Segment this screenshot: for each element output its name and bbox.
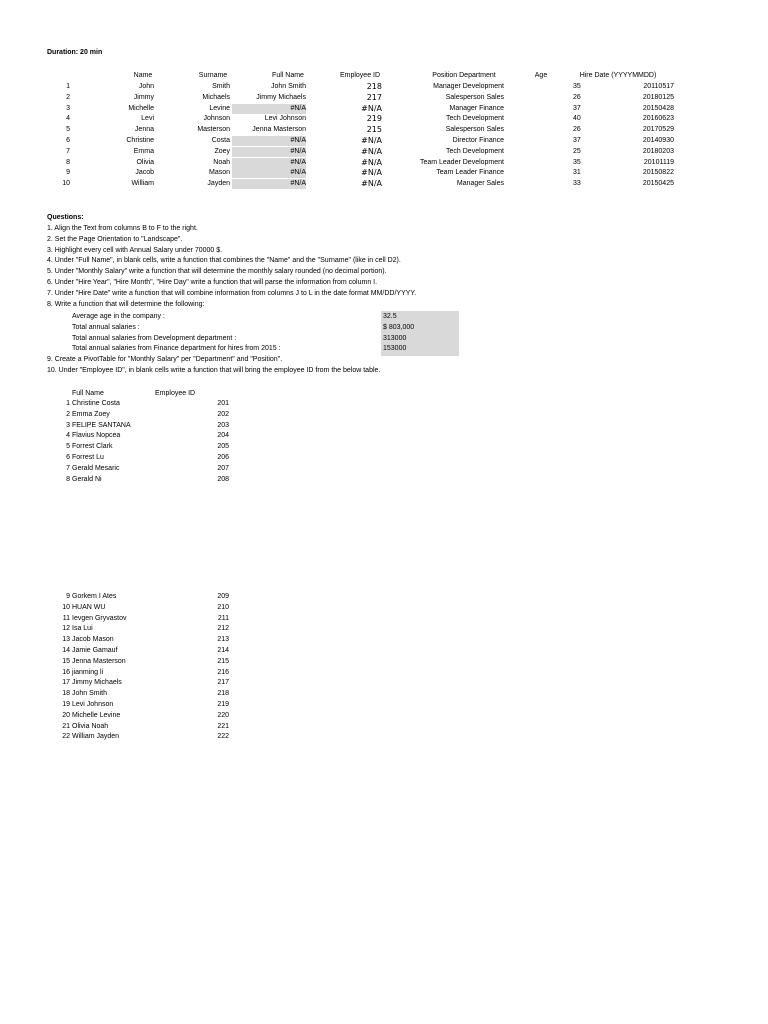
question-item: 5. Under "Monthly Salary" write a function that will determine the monthly salary rounded (no decimal portion). <box>47 268 387 276</box>
summary-label: Average age in the company : <box>72 313 165 320</box>
cell-full-name: John Smith <box>270 83 306 90</box>
lookup-id: 217 <box>217 679 229 687</box>
question-item: 9. Create a PivotTable for "Monthly Salary" per "Department" and "Position". <box>47 356 283 363</box>
lookup-row-number: 16 <box>62 668 70 676</box>
summary-value: 313000 <box>381 334 459 344</box>
cell-position: Manager Sales <box>456 180 504 188</box>
cell-position: Salesperson Sales <box>445 93 504 101</box>
cell-hire-date: 20150425 <box>642 180 674 188</box>
header-age: Age <box>534 72 548 79</box>
lookup-row-number: 2 <box>66 410 70 418</box>
cell-surname: Johnson <box>203 115 230 123</box>
header-hire-date: Hire Date (YYYYMMDD) <box>579 72 657 79</box>
cell-full-name: Jimmy Michaels <box>256 93 306 101</box>
header-full-name: Full Name <box>272 72 304 79</box>
row-number: 8 <box>66 158 70 166</box>
cell-hire-date: 20160623 <box>642 115 674 123</box>
summary-value: 153000 <box>381 344 459 354</box>
cell-hire-date: 20180125 <box>642 93 674 101</box>
lookup-row-number: 22 <box>62 733 70 741</box>
cell-full-name: #N/A <box>232 168 306 178</box>
summary-value: $ 803,000 <box>381 323 459 333</box>
question-item: 3. Highlight every cell with Annual Salary under 70000 $. <box>47 246 223 254</box>
header-surname: Surname <box>198 72 228 79</box>
lookup-id: 218 <box>217 690 229 698</box>
cell-hire-date: 20140930 <box>642 137 674 144</box>
cell-full-name: Jenna Masterson <box>252 126 306 134</box>
lookup-id: 206 <box>217 454 229 461</box>
cell-name: Olivia <box>136 158 154 166</box>
question-item: 2. Set the Page Orientation to "Landscape". <box>47 235 183 243</box>
cell-full-name: #N/A <box>232 147 306 157</box>
lookup-name: Olivia Noah <box>72 722 109 730</box>
lookup-name: Michelle Levine <box>72 711 121 719</box>
cell-surname: Costa <box>211 137 230 144</box>
cell-full-name: #N/A <box>232 158 306 168</box>
summary-label: Total annual salaries from Development department : <box>72 334 237 342</box>
duration-label: Duration: 20 min <box>47 49 103 56</box>
question-item: 6. Under "Hire Year", "Hire Month", "Hire Day" write a function that will parse the information from column I. <box>47 279 378 286</box>
lookup-id: 215 <box>217 657 229 665</box>
cell-surname: Noah <box>213 158 230 166</box>
cell-age: 25 <box>573 147 581 155</box>
cell-name: John <box>138 83 154 90</box>
header-name: Name <box>133 72 153 79</box>
cell-name: Levi <box>141 115 154 123</box>
cell-surname: Masterson <box>197 126 230 134</box>
header-position-department: Position Department <box>432 72 496 79</box>
lookup-row-number: 12 <box>62 625 70 633</box>
cell-position: Team Leader Finance <box>436 169 504 177</box>
lookup-name: Flavius Nopcea <box>72 432 121 440</box>
cell-hire-date: 20101119 <box>643 158 674 166</box>
cell-age: 37 <box>573 104 581 112</box>
lookup-name: Isa Lui <box>72 625 93 633</box>
cell-employee-id: 217 <box>366 92 382 102</box>
cell-name: Jacob <box>135 169 154 177</box>
cell-employee-id: #N/A <box>361 136 382 145</box>
summary-label: Total annual salaries : <box>72 323 140 331</box>
cell-hire-date: 20170529 <box>642 126 674 134</box>
lookup-row-number: 10 <box>62 603 70 611</box>
lookup-id: 211 <box>217 614 229 622</box>
cell-position: Tech Development <box>446 147 504 155</box>
lookup-name: Jacob Mason <box>72 636 114 644</box>
row-number: 2 <box>66 93 70 101</box>
row-number: 7 <box>66 147 70 155</box>
cell-hire-date: 20150428 <box>642 104 674 112</box>
cell-age: 40 <box>573 115 581 123</box>
cell-age: 35 <box>573 83 581 90</box>
summary-value: 32.5 <box>381 312 459 322</box>
lookup-name: John Smith <box>72 690 108 698</box>
cell-employee-id: #N/A <box>361 168 382 178</box>
lookup-id: 201 <box>217 400 229 407</box>
lookup-id: 209 <box>217 593 229 600</box>
cell-employee-id: #N/A <box>361 157 382 167</box>
lookup-row-number: 5 <box>66 443 70 451</box>
lookup-name: HUAN WU <box>72 603 106 611</box>
lookup-row-number: 21 <box>62 722 70 730</box>
lookup-id: 221 <box>217 722 229 730</box>
lookup-name: Christine Costa <box>72 400 120 407</box>
row-number: 10 <box>62 180 70 188</box>
cell-surname: Michaels <box>202 93 230 101</box>
cell-age: 26 <box>573 93 581 101</box>
lookup-name: Levi Johnson <box>72 701 114 708</box>
cell-hire-date: 20180203 <box>642 147 674 155</box>
question-item: 8. Write a function that will determine the following: <box>47 300 205 308</box>
cell-name: Christine <box>126 137 154 144</box>
row-number: 3 <box>66 104 70 112</box>
cell-full-name: #N/A <box>232 104 306 114</box>
cell-employee-id: #N/A <box>361 146 382 156</box>
cell-position: Director Finance <box>452 137 504 144</box>
lookup-id: 210 <box>217 603 229 611</box>
lookup-name: Jimmy Michaels <box>72 679 122 687</box>
row-number: 5 <box>66 126 70 134</box>
lookup-row-number: 9 <box>66 593 70 600</box>
lookup-name: William Jayden <box>72 733 120 741</box>
row-number: 1 <box>66 83 70 90</box>
lookup-id: 214 <box>217 647 229 654</box>
cell-employee-id: #N/A <box>361 179 382 189</box>
lookup-name: Gerald Ni <box>72 475 102 483</box>
lookup-row-number: 4 <box>66 432 70 440</box>
cell-hire-date: 20110517 <box>643 83 674 90</box>
lookup-id: 208 <box>217 475 229 483</box>
lookup-row-number: 3 <box>66 421 70 429</box>
lookup-id: 222 <box>217 733 229 741</box>
cell-name: William <box>131 180 154 188</box>
lookup-name: Ievgen Gryvastov <box>72 614 127 622</box>
cell-position: Salesperson Sales <box>445 126 504 134</box>
lookup-name: Jamie Gamauf <box>72 647 118 654</box>
lookup-row-number: 20 <box>62 711 70 719</box>
cell-employee-id: #N/A <box>361 103 382 113</box>
cell-full-name: #N/A <box>232 136 306 146</box>
summary-label: Total annual salaries from Finance department for hires from 2015 : <box>72 345 281 353</box>
lookup-header-full-name: Full Name <box>72 390 104 397</box>
lookup-row-number: 11 <box>62 614 70 622</box>
lookup-id: 204 <box>217 432 229 440</box>
lookup-row-number: 8 <box>66 475 70 483</box>
cell-age: 26 <box>573 126 581 134</box>
lookup-name: Jenna Masterson <box>72 657 126 665</box>
cell-position: Manager Development <box>433 83 504 90</box>
cell-full-name: Levi Johnson <box>264 115 306 123</box>
row-number: 4 <box>66 115 70 123</box>
cell-surname: Smith <box>212 83 230 90</box>
cell-employee-id: 218 <box>366 82 382 91</box>
cell-age: 31 <box>573 169 581 177</box>
cell-position: Team Leader Development <box>419 158 504 166</box>
lookup-row-number: 1 <box>66 400 70 407</box>
cell-position: Manager Finance <box>449 104 504 112</box>
cell-name: Emma <box>133 147 154 155</box>
cell-surname: Levine <box>209 104 230 112</box>
cell-surname: Zoey <box>214 147 230 155</box>
lookup-header-employee-id: Employee ID <box>155 390 196 397</box>
header-employee-id: Employee ID <box>339 72 381 79</box>
lookup-row-number: 17 <box>62 679 70 687</box>
cell-age: 33 <box>573 180 581 188</box>
lookup-row-number: 18 <box>62 690 70 698</box>
lookup-name: Forrest Clark <box>72 443 113 451</box>
lookup-name: Gorkem I Ates <box>72 593 117 600</box>
lookup-id: 216 <box>217 668 229 676</box>
question-item: 1. Align the Text from columns B to F to the right. <box>47 225 198 232</box>
cell-name: Michelle <box>128 104 154 112</box>
lookup-name: Emma Zoey <box>72 410 110 418</box>
cell-hire-date: 20150822 <box>642 169 674 177</box>
lookup-name: Forrest Lu <box>72 454 104 461</box>
lookup-row-number: 14 <box>62 647 70 654</box>
question-item: 7. Under "Hire Date" write a function that will combine information from columns J to L in the date format MM/DD/YYYY. <box>47 289 417 297</box>
lookup-name: jianming li <box>72 668 104 676</box>
cell-surname: Jayden <box>207 180 230 188</box>
cell-full-name: #N/A <box>232 179 306 189</box>
row-number: 6 <box>66 137 70 144</box>
cell-age: 35 <box>573 158 581 166</box>
cell-surname: Mason <box>208 169 230 177</box>
lookup-row-number: 6 <box>66 454 70 461</box>
lookup-id: 203 <box>217 421 229 429</box>
lookup-id: 213 <box>217 636 229 644</box>
cell-employee-id: 215 <box>366 125 382 135</box>
lookup-row-number: 19 <box>62 701 70 708</box>
lookup-id: 220 <box>217 711 229 719</box>
cell-age: 37 <box>573 137 581 144</box>
lookup-name: FELIPE SANTANA <box>72 421 131 429</box>
cell-name: Jimmy <box>133 93 154 101</box>
questions-heading: Questions: <box>47 214 84 221</box>
lookup-id: 205 <box>217 443 229 451</box>
lookup-row-number: 13 <box>62 636 70 644</box>
lookup-name: Gerald Mesaric <box>72 464 120 472</box>
cell-name: Jenna <box>134 126 154 134</box>
question-item: 4. Under "Full Name", in blank cells, write a function that combines the "Name" and the "Surname" (like in cell D2). <box>47 257 401 265</box>
row-number: 9 <box>66 169 70 177</box>
lookup-id: 219 <box>217 701 229 708</box>
cell-employee-id: 219 <box>366 114 382 124</box>
question-item: 10. Under "Employee ID", in blank cells write a function that will bring the employee ID from the below table. <box>47 366 381 374</box>
lookup-row-number: 7 <box>66 464 70 472</box>
lookup-id: 212 <box>217 625 229 633</box>
cell-position: Tech Development <box>446 115 504 123</box>
lookup-id: 207 <box>217 464 229 472</box>
lookup-row-number: 15 <box>62 657 70 665</box>
lookup-id: 202 <box>217 410 229 418</box>
